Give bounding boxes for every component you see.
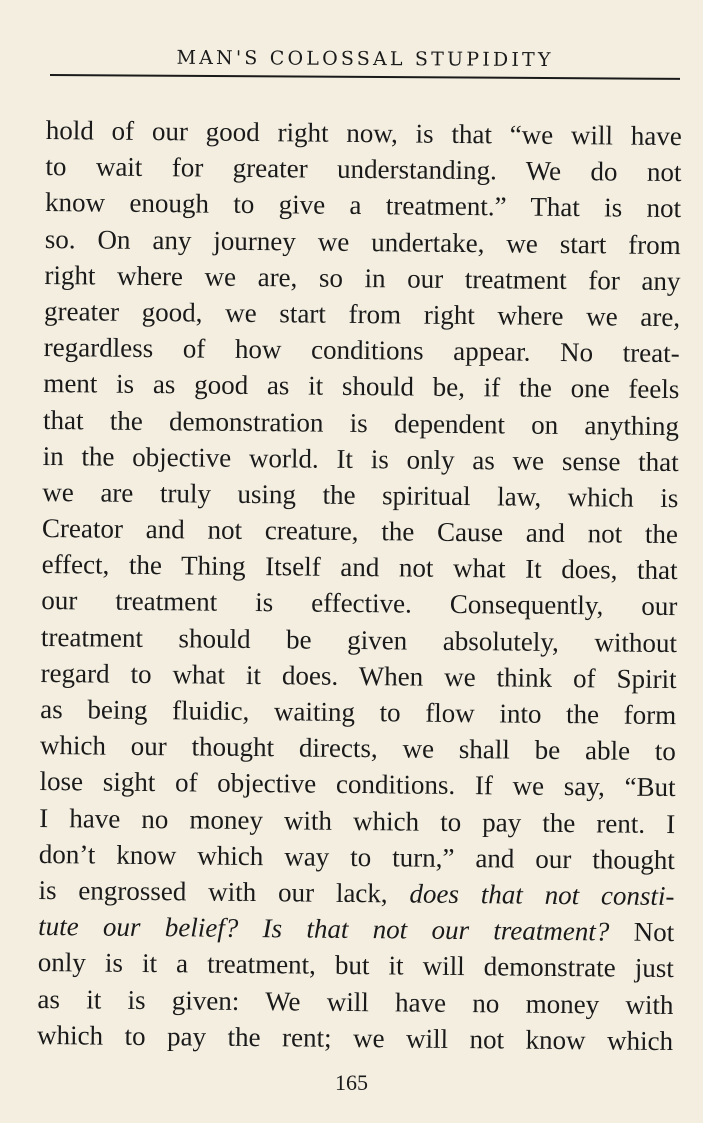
text-line: in the objective world. It is only as we sense that [42, 440, 679, 477]
text-line: our treatment is effective. Consequently, our [41, 585, 678, 622]
text-line: regard to what it does. When we think of Spirit [40, 657, 677, 694]
text-line: only is it a treatment, but it will demonstrate just [37, 947, 674, 984]
body-text [37, 112, 682, 1059]
text-line: Creator and not creature, the Cause and not the [41, 513, 679, 550]
running-title: MAN'S COLOSSAL STUPIDITY [176, 46, 554, 72]
text-line: we are truly using the spiritual law, which is [42, 476, 679, 513]
text-line: I have no money with which to pay the rent. I [39, 802, 676, 839]
text-line: as it is given: We will have no money with [37, 983, 674, 1020]
text-line: to wait for greater understanding. We do not [45, 151, 682, 188]
text-line: ment is as good as it should be, if the one feels [43, 368, 680, 405]
text-line: know enough to give a treatment.” That is not [44, 187, 682, 224]
text-line: greater good, we start from right where we are, [43, 295, 681, 333]
text-line: which to pay the rent; we will not know which [36, 1019, 674, 1056]
page-number: 165 [335, 1070, 368, 1095]
text-line: regardless of how conditions appear. No treat- [43, 332, 680, 369]
text-line: hold of our good right now, is that “we will have [45, 114, 682, 152]
text-line: treatment should be given absolutely, without [40, 621, 678, 658]
text-line: as being fluidic, waiting to flow into the form [40, 693, 677, 731]
running-header [50, 40, 680, 80]
text-line: which our thought directs, we shall be able to [39, 730, 677, 767]
roman-run: Not [609, 916, 675, 948]
roman-run: is engrossed with our lack, [38, 874, 410, 909]
text-line: that the demonstration is dependent on anything [42, 404, 680, 441]
text-line-mixed [38, 872, 674, 914]
italic-run: does that not consti- [409, 878, 675, 912]
text-line: right where we are, so in our treatment for any [44, 259, 681, 296]
text-line: so. On any journey we undertake, we start from [44, 223, 681, 260]
text-line-mixed [38, 908, 674, 950]
text-line: lose sight of objective conditions. If we say, “But [39, 766, 676, 803]
italic-run: tute our belief? Is that not our treatment? [38, 911, 610, 947]
text-line: don’t know which way to turn,” and our thought [38, 838, 675, 875]
text-line: effect, the Thing Itself and not what It does, that [41, 549, 678, 586]
